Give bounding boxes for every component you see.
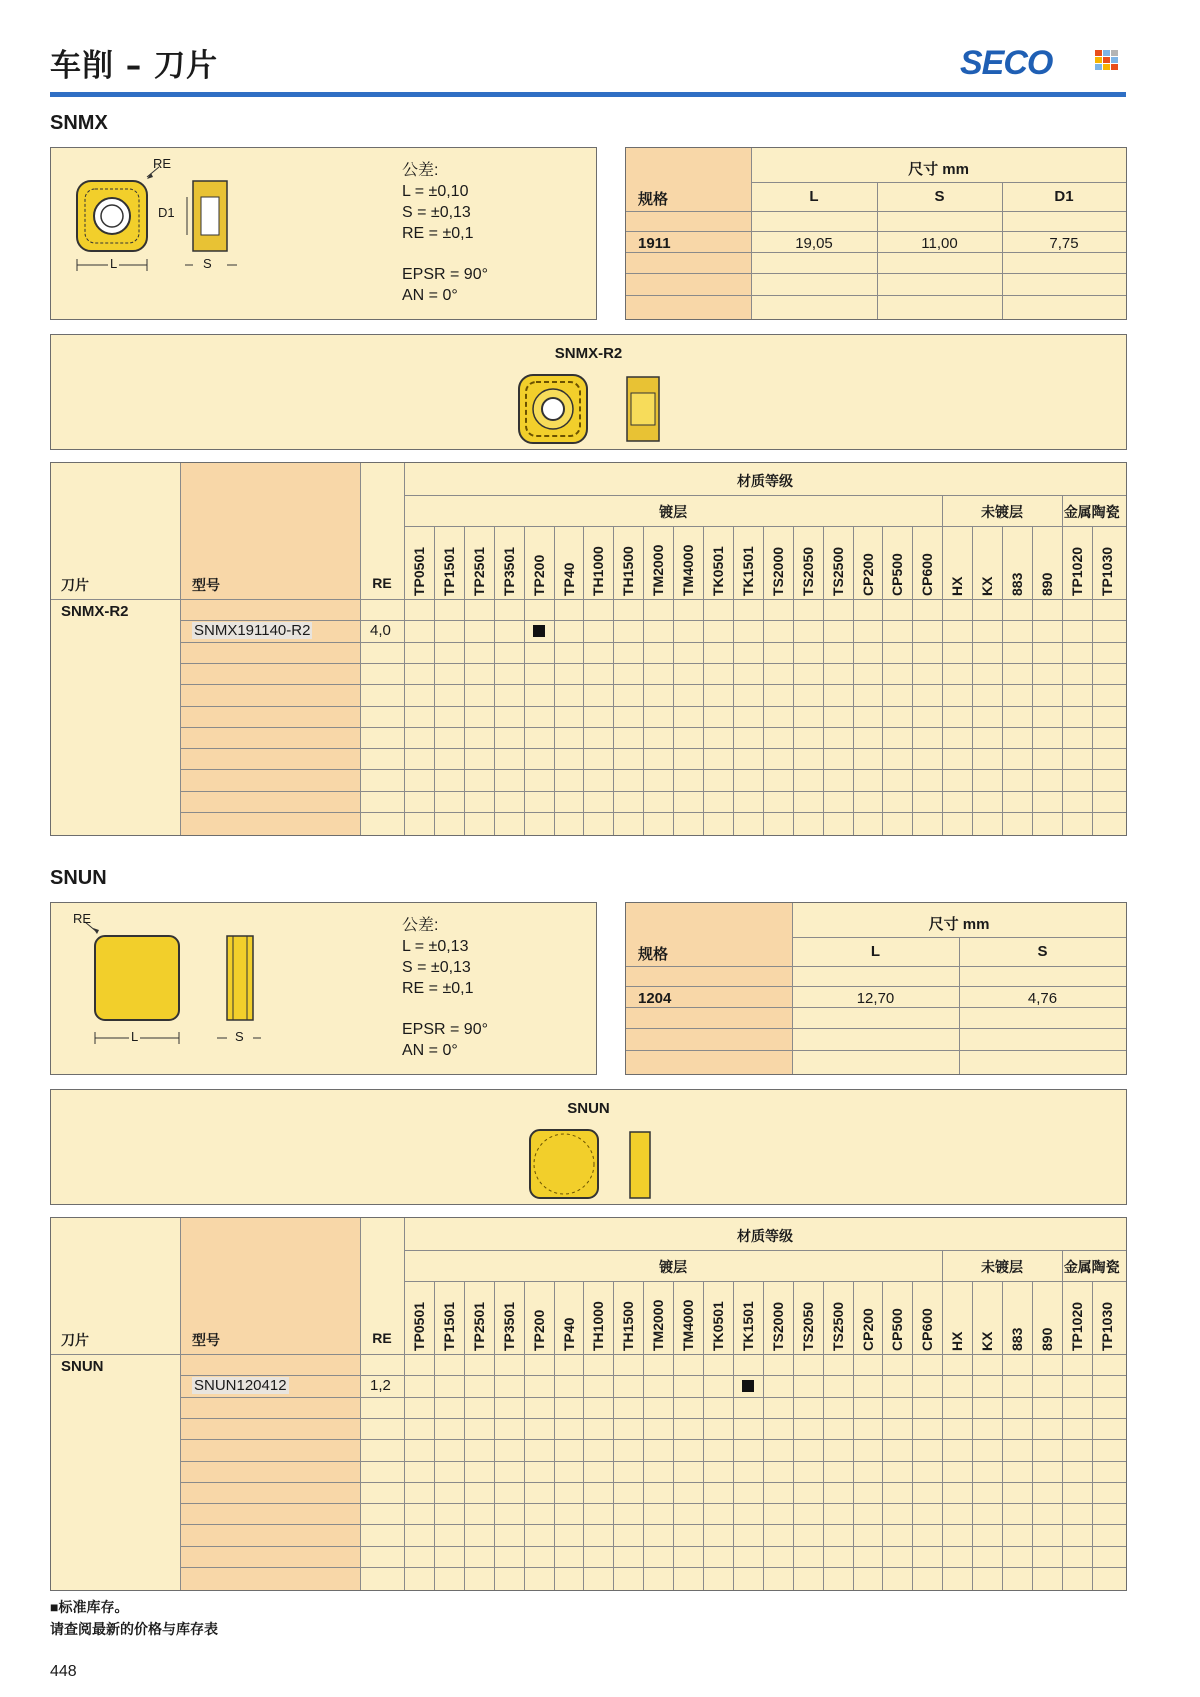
s-label: S: [235, 1029, 244, 1044]
snun-insert-icon: [528, 1128, 658, 1200]
insert-group-name: SNUN: [61, 1358, 104, 1375]
angle-an: AN = 0°: [402, 1042, 458, 1059]
snun-spec-box: [50, 902, 597, 1075]
col-insert-header: 刀片: [61, 1332, 89, 1348]
grade-label-ts2500: TS2500: [829, 546, 846, 596]
dimension-group-header: 尺寸 mm: [908, 161, 969, 178]
tolerance-s: S = ±0,13: [402, 959, 471, 976]
snmx-grade-table: [50, 462, 1127, 836]
page-title: 车削 – 刀片: [50, 48, 219, 84]
tolerance-block: [402, 915, 488, 1061]
grade-label-ts2000: TS2000: [769, 546, 786, 596]
section-title-snmx: SNMX: [50, 112, 108, 134]
grade-group-header: 材质等级: [737, 1228, 793, 1244]
grade-label-hx: HX: [949, 1331, 966, 1351]
value-s: 4,76: [1027, 990, 1058, 1007]
preview-title: SNMX-R2: [554, 345, 623, 362]
grade-label-890: 890: [1038, 572, 1055, 596]
tolerance-block: [402, 160, 488, 306]
snun-grade-table: [50, 1217, 1127, 1591]
tolerance-s: S = ±0,13: [402, 204, 471, 221]
grade-label-tp1020: TP1020: [1068, 546, 1085, 596]
snun-dimension-table: [625, 902, 1127, 1075]
snmx-r2-insert-icon: [517, 373, 667, 445]
grade-label-ts2050: TS2050: [799, 546, 816, 596]
grade-label-tm4000: TM4000: [680, 1299, 697, 1351]
value-s: 11,00: [921, 235, 958, 252]
grade-label-tk1501: TK1501: [739, 546, 756, 596]
grade-subgroup-header: 镀层: [659, 504, 688, 520]
grade-label-tp40: TP40: [560, 562, 577, 596]
grade-subgroup-header: 未镀层: [980, 504, 1023, 520]
col-s: S: [1037, 943, 1048, 960]
grade-label-890: 890: [1038, 1327, 1055, 1351]
col-type-header: 型号: [192, 1332, 220, 1348]
col-d1: D1: [1054, 188, 1074, 205]
tolerance-label: 公差:: [402, 917, 439, 934]
grade-subgroup-header: 金属陶瓷: [1063, 504, 1120, 520]
snmx-spec-box: [50, 147, 597, 320]
size-value: 1911: [638, 235, 671, 252]
grade-label-hx: HX: [949, 576, 966, 596]
size-header: 规格: [638, 191, 669, 208]
angle-an: AN = 0°: [402, 287, 458, 304]
preview-title: SNUN: [567, 1100, 610, 1117]
grade-label-tm2000: TM2000: [650, 1299, 667, 1351]
stock-legend: [50, 1596, 218, 1618]
grade-label-tp0501: TP0501: [411, 1301, 427, 1351]
tolerance-label: 公差:: [402, 162, 439, 179]
grade-label-tp1501: TP1501: [440, 1301, 457, 1351]
seco-logo: [960, 46, 1120, 80]
col-l: L: [809, 188, 819, 205]
l-label: L: [131, 1029, 139, 1044]
grade-label-cp500: CP500: [889, 1308, 906, 1351]
grade-label-kx: KX: [979, 1331, 996, 1351]
grade-label-tp3501: TP3501: [500, 1301, 517, 1351]
grade-label-tp2501: TP2501: [470, 546, 487, 596]
footnote: [50, 1596, 218, 1640]
grade-label-tp1020: TP1020: [1068, 1301, 1085, 1351]
size-header: 规格: [638, 946, 669, 963]
grade-label-tp200: TP200: [530, 1309, 547, 1351]
grade-label-th1000: TH1000: [590, 1301, 607, 1351]
grade-label-cp600: CP600: [919, 553, 936, 596]
snun-drawing-icon: [61, 908, 261, 1068]
s-label: S: [203, 256, 212, 271]
grade-label-tp1501: TP1501: [440, 546, 457, 596]
grade-label-th1000: TH1000: [590, 546, 607, 596]
grade-label-tk0501: TK0501: [710, 1301, 726, 1351]
value-l: 12,70: [856, 990, 895, 1007]
stock-mark-icon: [742, 1380, 754, 1392]
col-s: S: [934, 188, 945, 205]
grade-label-tp200: TP200: [530, 554, 547, 596]
insert-re: 1,2: [370, 1377, 391, 1395]
l-label: L: [110, 256, 118, 271]
grade-subgroup-header: 镀层: [659, 1259, 688, 1275]
grade-label-tk1501: TK1501: [739, 1301, 756, 1351]
grade-label-cp500: CP500: [889, 553, 906, 596]
grade-label-tm2000: TM2000: [650, 544, 667, 596]
dimension-group-header: 尺寸 mm: [928, 916, 990, 933]
angle-epsr: EPSR = 90°: [402, 1021, 488, 1038]
logo-text: SECO: [960, 44, 1053, 82]
grade-label-tp40: TP40: [560, 1317, 577, 1351]
grade-label-ts2000: TS2000: [769, 1301, 786, 1351]
col-insert-header: 刀片: [61, 577, 89, 593]
grade-label-ts2500: TS2500: [829, 1301, 846, 1351]
tolerance-l: L = ±0,10: [402, 183, 469, 200]
grade-label-kx: KX: [979, 576, 996, 596]
stock-legend-text: 标准库存。: [58, 1599, 129, 1615]
re-label: RE: [73, 911, 92, 926]
insert-type: SNMX191140-R2: [194, 622, 311, 640]
stock-mark-icon: [533, 625, 545, 637]
grade-label-883: 883: [1009, 572, 1025, 596]
insert-type: SNUN120412: [194, 1377, 287, 1395]
insert-re: 4,0: [370, 622, 391, 640]
grade-subgroup-header: 未镀层: [980, 1259, 1023, 1275]
grade-label-cp200: CP200: [859, 1308, 876, 1351]
snmx-r2-preview: [50, 334, 1127, 450]
snmx-dimension-table: [625, 147, 1127, 320]
section-title-snun: SNUN: [50, 867, 107, 889]
stock-mark-icon: ■: [50, 1599, 59, 1615]
re-label: RE: [153, 156, 172, 171]
tolerance-re: RE = ±0,1: [402, 225, 474, 242]
grade-label-tp3501: TP3501: [500, 546, 517, 596]
grade-label-tk0501: TK0501: [710, 546, 726, 596]
grade-label-tm4000: TM4000: [680, 544, 697, 596]
col-re-header: RE: [372, 1330, 392, 1346]
logo-mark-icon: [1095, 50, 1117, 76]
col-type-header: 型号: [192, 577, 220, 593]
col-l: L: [870, 943, 881, 960]
grade-label-ts2050: TS2050: [799, 1301, 816, 1351]
d1-label: D1: [158, 205, 175, 220]
grade-group-header: 材质等级: [737, 473, 793, 489]
grade-label-883: 883: [1009, 1327, 1025, 1351]
size-value: 1204: [638, 990, 672, 1007]
title-rule: [50, 92, 1126, 97]
grade-label-th1500: TH1500: [620, 546, 637, 596]
tolerance-l: L = ±0,13: [402, 938, 469, 955]
grade-label-th1500: TH1500: [620, 1301, 637, 1351]
tolerance-re: RE = ±0,1: [402, 980, 474, 997]
grade-label-tp1030: TP1030: [1098, 1301, 1115, 1351]
grade-subgroup-header: 金属陶瓷: [1063, 1259, 1120, 1275]
value-d1: 7,75: [1049, 235, 1079, 252]
grade-label-tp1030: TP1030: [1098, 546, 1115, 596]
page-number: 448: [50, 1663, 77, 1680]
price-note: 请查阅最新的价格与库存表: [50, 1621, 218, 1637]
grade-label-cp600: CP600: [919, 1308, 936, 1351]
grade-label-cp200: CP200: [859, 553, 876, 596]
snun-preview: [50, 1089, 1127, 1205]
grade-label-tp0501: TP0501: [411, 546, 427, 596]
angle-epsr: EPSR = 90°: [402, 266, 488, 283]
grade-label-tp2501: TP2501: [470, 1301, 487, 1351]
insert-group-name: SNMX-R2: [61, 603, 129, 620]
col-re-header: RE: [372, 575, 392, 591]
snmx-drawing-icon: [61, 153, 261, 313]
value-l: 19,05: [795, 235, 833, 252]
